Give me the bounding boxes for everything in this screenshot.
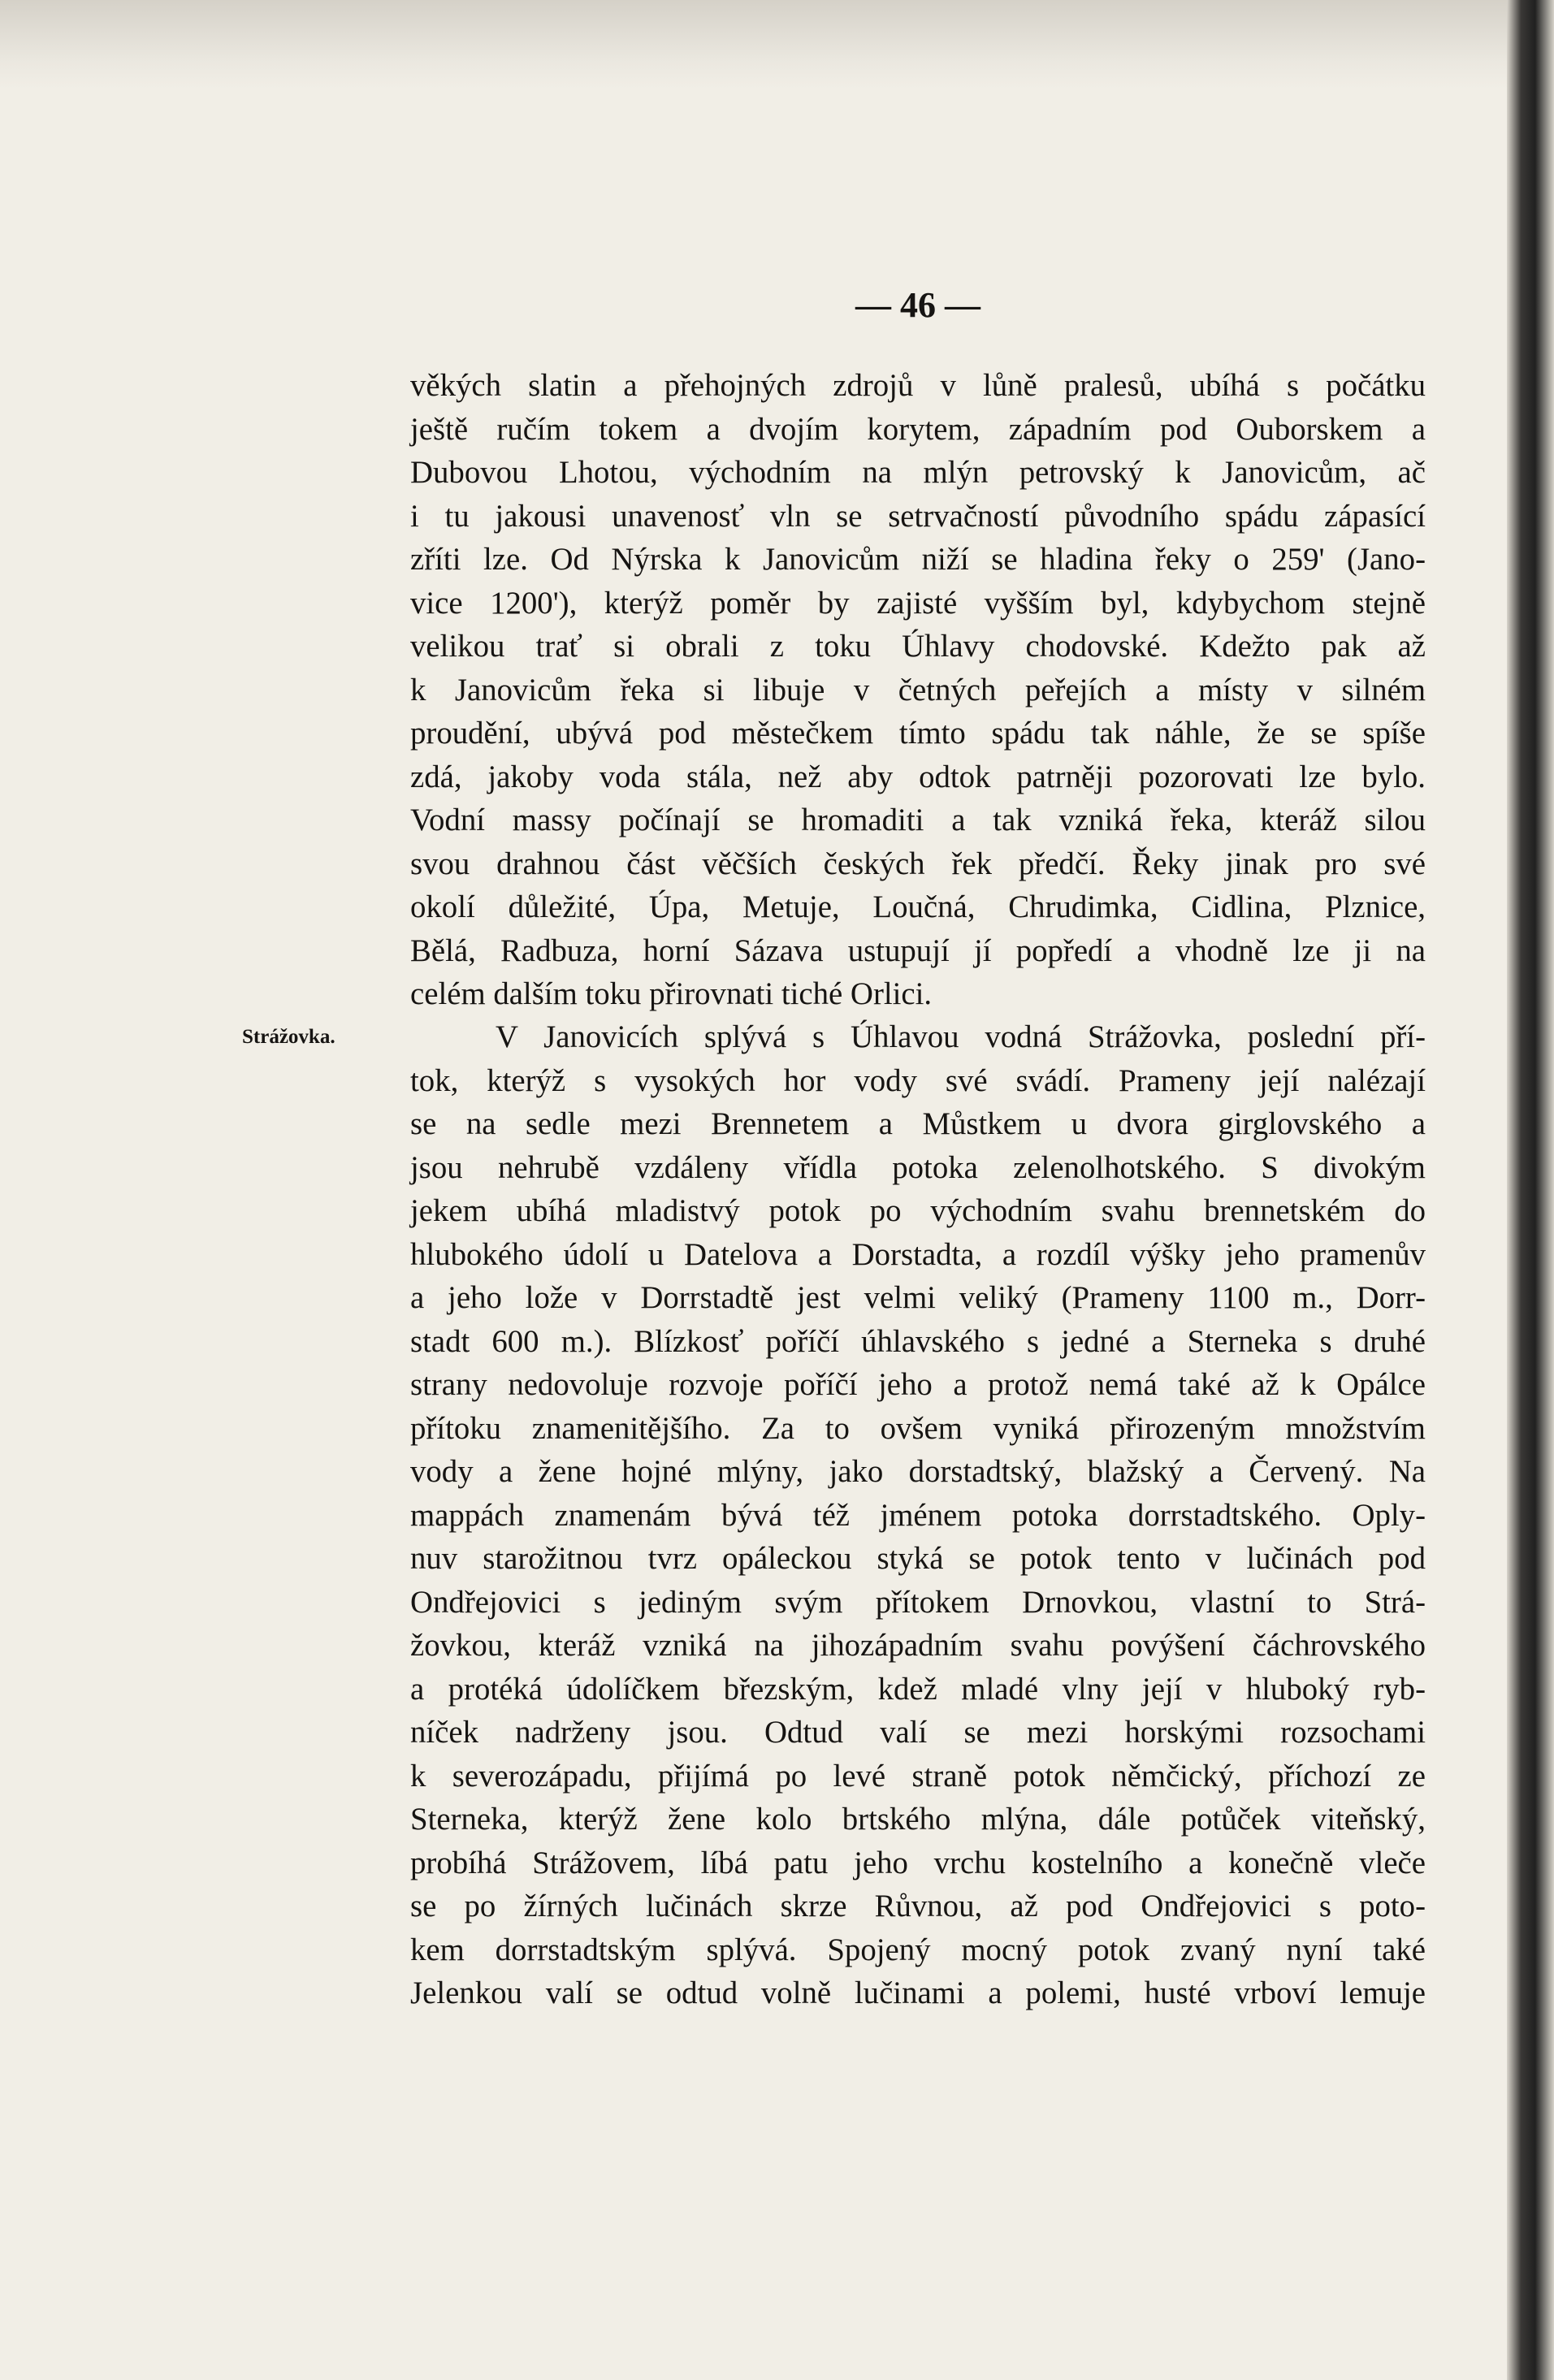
text-line: svou drahnou část věčších českých řek předčí. Řeky jinak pro své <box>410 846 1426 881</box>
text-line: okolí důležité, Úpa, Metuje, Loučná, Chrudimka, Cidlina, Plznice, <box>410 889 1426 924</box>
page-number: — 46 — <box>855 285 980 325</box>
text-line: zdá, jakoby voda stála, než aby odtok patrněji pozorovati lze bylo. <box>410 759 1426 794</box>
text-line: Bělá, Radbuza, horní Sázava ustupují jí popředí a vhodně lze ji na <box>410 933 1426 968</box>
text-line: velikou trať si obrali z toku Úhlavy chodovské. Kdežto pak až <box>410 629 1426 664</box>
text-line: přítoku znamenitějšího. Za to ovšem vyniká přirozeným množstvím <box>410 1410 1426 1446</box>
text-line: níček nadrženy jsou. Odtud valí se mezi horskými rozsochami <box>410 1715 1426 1750</box>
text-line: probíhá Strážovem, líbá patu jeho vrchu kostelního a konečně vleče <box>410 1845 1426 1880</box>
text-line: Jelenkou valí se odtud volně lučinami a polemi, husté vrboví lemuje <box>410 1975 1426 2010</box>
text-line: věkých slatin a přehojných zdrojů v lůně pralesů, ubíhá s počátku <box>410 368 1426 403</box>
text-line: strany nedovoluje rozvoje poříčí jeho a protož nemá také až k Opálce <box>410 1367 1426 1402</box>
text-line: a jeho lože v Dorrstadtě jest velmi veliký (Prameny 1100 m., Dorr- <box>410 1280 1426 1315</box>
text-line: Dubovou Lhotou, východním na mlýn petrovský k Janovicům, ač <box>410 455 1426 490</box>
text-line: k Janovicům řeka si libuje v četných peřejích a místy v silném <box>410 672 1426 708</box>
text-line: stadt 600 m.). Blízkosť poříčí úhlavského s jedné a Sterneka s druhé <box>410 1323 1426 1359</box>
text-line: Sterneka, kterýž žene kolo brtského mlýna, dále potůček viteňský, <box>410 1802 1426 1837</box>
paragraph-2 <box>410 1015 1426 2015</box>
text-line: zříti lze. Od Nýrska k Janovicům niží se hladina řeky o 259' (Jano- <box>410 542 1426 577</box>
text-line: Ondřejovici s jediným svým přítokem Drnovkou, vlastní to Strá- <box>410 1584 1426 1620</box>
text-line: V Janovicích splývá s Úhlavou vodná Strážovka, poslední pří- <box>496 1019 1426 1054</box>
text-line: jekem ubíhá mladistvý potok po východním svahu brennetském do <box>410 1193 1426 1228</box>
text-line: vody a žene hojné mlýny, jako dorstadtský, blažský a Červený. Na <box>410 1454 1426 1489</box>
text-line: se na sedle mezi Brennetem a Můstkem u dvora girglovského a <box>410 1106 1426 1141</box>
text-line: ještě ručím tokem a dvojím korytem, západním pod Ouborskem a <box>410 411 1426 447</box>
scan-shadow-top <box>0 0 1554 89</box>
text-line: žovkou, kteráž vzniká na jihozápadním svahu povýšení čáchrovského <box>410 1628 1426 1663</box>
text-line: a protéká údolíčkem březským, kdež mladé vlny její v hluboký ryb- <box>410 1671 1426 1707</box>
text-line: kem dorrstadtským splývá. Spojený mocný potok zvaný nyní také <box>410 1932 1426 1967</box>
text-line: nuv starožitnou tvrz opáleckou styká se potok tento v lučinách pod <box>410 1541 1426 1576</box>
text-line: jsou nehrubě vzdáleny vřídla potoka zelenolhotského. S divokým <box>410 1149 1426 1185</box>
scan-binding-edge <box>1507 0 1554 2380</box>
text-line: i tu jakousi unavenosť vln se setrvačností původního spádu zápasící <box>410 498 1426 534</box>
text-line: vice 1200'), kterýž poměr by zajisté vyšším byl, kdybychom stejně <box>410 585 1426 621</box>
text-line: celém dalším toku přirovnati tiché Orlici. <box>410 976 933 1011</box>
text-line: hlubokého údolí u Datelova a Dorstadta, a rozdíl výšky jeho pramenův <box>410 1236 1426 1272</box>
text-line: tok, kterýž s vysokých hor vody své svádí. Prameny její nalézají <box>410 1062 1426 1098</box>
text-line: k severozápadu, přijímá po levé straně potok němčický, příchozí ze <box>410 1758 1426 1794</box>
text-line: Vodní massy počínají se hromaditi a tak vzniká řeka, kteráž silou <box>410 803 1426 837</box>
paragraph-1 <box>410 364 1426 1016</box>
margin-note: Strážovka. <box>242 1026 335 1048</box>
text-line: proudění, ubývá pod městečkem tímto spádu tak náhle, že se spíše <box>410 716 1426 751</box>
text-line: se po žírných lučinách skrze Růvnou, až pod Ondřejovici s poto- <box>410 1889 1426 1923</box>
text-line: mappách znamenám bývá též jménem potoka dorrstadtského. Oply- <box>410 1497 1426 1533</box>
